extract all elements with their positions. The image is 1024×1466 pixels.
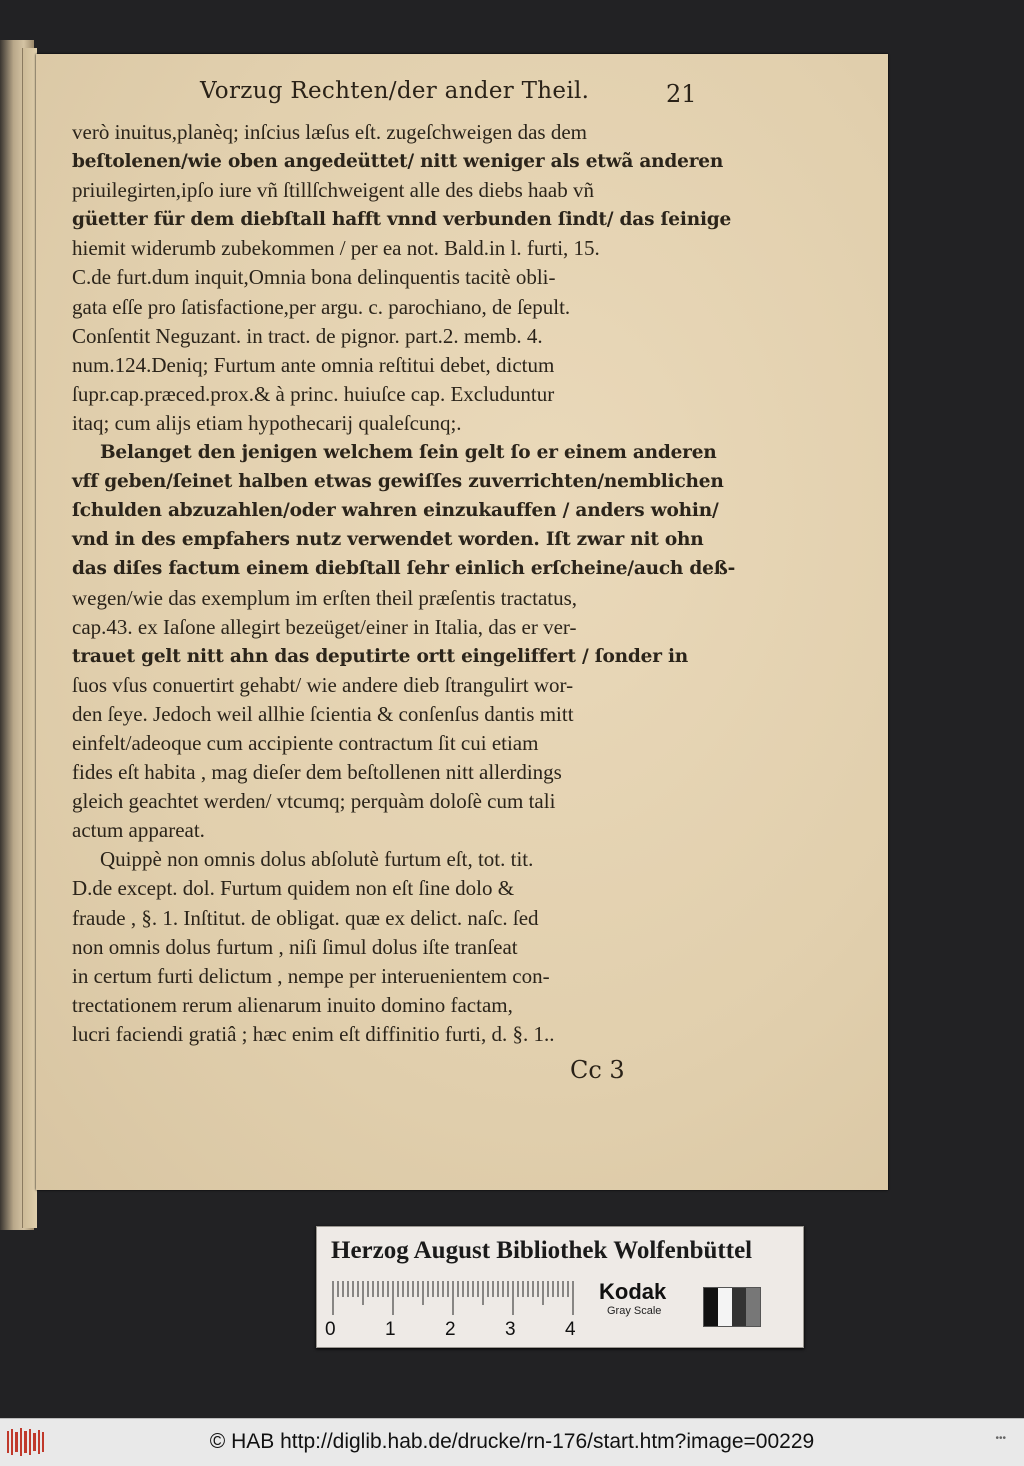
text-line: trauet gelt nitt ahn das deputirte ortt eingeliffert / ſonder in [72,645,689,667]
text-line: fides eſt habita , mag dieſer dem beſtollenen nitt allerdings [72,760,562,785]
ruler-label: 2 [445,1319,456,1340]
text-line: ſuos vſus conuertirt gehabt/ wie andere dieb ſtrangulirt wor- [72,672,574,697]
text-line: einfelt/adeoque cum accipiente contractum ſit cui etiam [72,730,539,755]
ruler-labels [325,1319,585,1343]
text-line: Belanget den jenigen welchem ſein gelt ſo er einem anderen [100,442,717,464]
text-line: trectationem rerum alienarum inuito domino factam, [72,992,513,1017]
text-line: verò inuitus,planèq; inſcius læſus eſt. zugeſchweigen das dem [72,120,587,144]
footer-menu-dots-icon[interactable]: ••• [995,1433,1006,1444]
text-line: actum appareat. [72,818,205,843]
text-line: hiemit widerumb zubekommen / per ea not. Bald.in l. furti, 15. [72,236,600,261]
text-line: den ſeye. Jedoch weil allhie ſcientia & conſenſus dantis mitt [72,701,574,726]
text-line: C.de furt.dum inquit,Omnia bona delinquentis tacitè obli- [72,265,556,290]
footer-bar [0,1418,1024,1466]
text-line: Quippè non omnis dolus abſolutè furtum eſt, tot. tit. [100,847,534,872]
text-line: ſchulden abzuzahlen/oder wahren einzukauffen / anders wohin/ [72,500,719,522]
text-line: lucri faciendi gratiâ ; hæc enim eſt diffinitio furti, d. §. 1.. [72,1021,555,1046]
ruler-scale [329,1279,579,1317]
text-line: non omnis dolus furtum , niſi ſimul dolus iſte tranſeat [72,934,518,959]
footer-copyright: © HAB http://diglib.hab.de/drucke/rn-176/start.htm?image=00229 [209,1430,815,1453]
text-line: güetter für dem diebſtall hafft vnnd verbunden ſindt/ das ſeinige [72,209,732,231]
kodak-logo: Kodak [599,1279,667,1304]
text-line: gata eſſe pro ſatisfactione,per argu. c. parochiano, de ſepult. [72,294,571,319]
ruler-label: 4 [565,1319,576,1340]
page-number: 21 [666,80,697,108]
ruler-label: 3 [505,1319,516,1340]
text-line: in certum furti delictum , nempe per interuenientem con- [72,963,550,988]
text-line: num.124.Deniq; Furtum ante omnia reſtitui debet, dictum [72,352,555,377]
text-line: Conſentit Neguzant. in tract. de pignor. part.2. memb. 4. [72,323,543,348]
text-line: priuilegirten,ipſo iure vñ ſtillſchweigent alle des diebs haab vñ [72,178,594,203]
text-line: D.de except. dol. Furtum quidem non eſt ſine dolo & [72,876,515,901]
ruler-label: 1 [385,1319,396,1340]
text-line: wegen/wie das exemplum im erſten theil præſentis tractatus, [72,585,578,610]
gray-scale-patch [703,1287,761,1327]
text-line: gleich geachtet werden/ vtcumq; perquàm doloſè cum tali [72,789,556,814]
ruler-label: 0 [325,1319,336,1340]
library-name: Herzog August Bibliothek Wolfenbüttel [331,1237,753,1264]
text-line: itaq; cum alijs etiam hypothecarij qualeſcunq;. [72,410,462,435]
text-line: ſupr.cap.præced.prox.& à princ. huiuſce cap. Excluduntur [72,381,555,406]
preceding-pages-edge [22,48,37,1228]
text-line: das diſes factum einem diebſtall ſehr einlich erſcheine/auch deß- [72,558,736,580]
text-line: beſtolenen/wie oben angedeüttet/ nitt weniger als etwã anderen [72,151,724,173]
running-head: Vorzug Rechten/der ander Theil. [200,78,590,104]
text-line: cap.43. ex Iaſone allegirt bezeüget/einer in Italia, das er ver- [72,614,577,639]
text-line: fraude , §. 1. Inſtitut. de obligat. quæ ex delict. naſc. ſed [72,905,539,930]
text-line: vnd in des empfahers nutz verwendet worden. Iſt zwar nit ohn [72,529,704,551]
signature-mark: Cc 3 [570,1056,625,1084]
kodak-gray-scale-label: Gray Scale [607,1305,662,1317]
library-target-card [316,1226,804,1348]
page-text [72,118,736,1049]
text-line: vff geben/ſeinet halben etwas gewiſſes zuverrichten/nemblichen [72,471,724,493]
